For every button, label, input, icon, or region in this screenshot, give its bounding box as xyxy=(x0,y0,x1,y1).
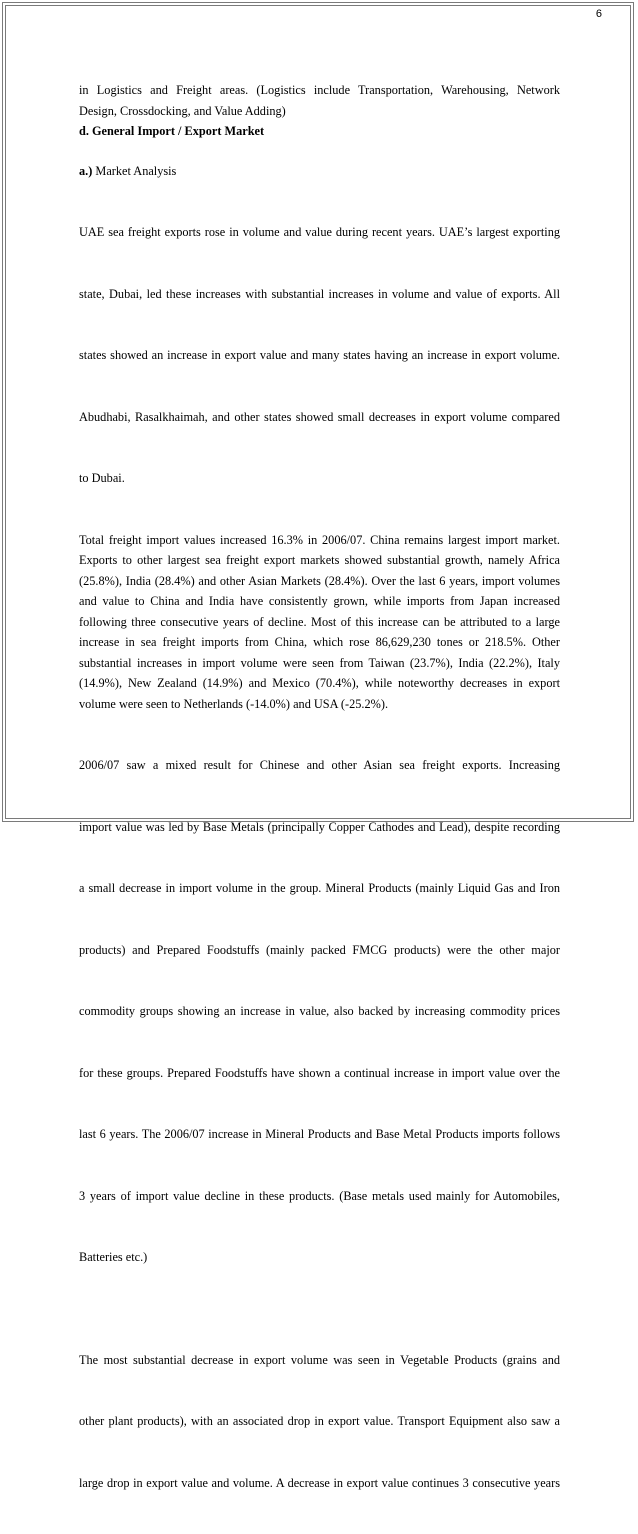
text-line: following three consecutive years of decline. Most of this increase can be attributed to a large xyxy=(79,612,560,633)
paragraph-imports xyxy=(79,530,560,715)
text-line: for these groups. Prepared Foodstuffs have shown a continual increase in import value over the xyxy=(79,1063,560,1084)
text-line: Abudhabi, Rasalkhaimah, and other states showed small decreases in export volume compared xyxy=(79,407,560,428)
text-line: a small decrease in import volume in the group. Mineral Products (mainly Liquid Gas and Iron xyxy=(79,878,560,899)
subsection-marker: a.) xyxy=(79,164,92,178)
text-line: and value to China and India have consistently grown, while imports from Japan increased xyxy=(79,591,560,612)
subsection-heading xyxy=(79,161,560,182)
text-line: products) and Prepared Foodstuffs (mainly packed FMCG products) were the other major xyxy=(79,940,560,961)
text-line: Design, Crossdocking, and Value Adding) xyxy=(79,101,560,122)
text-line: (25.8%), India (28.4%) and other Asian Markets (28.4%). Over the last 6 years, import volumes xyxy=(79,571,560,592)
intro-paragraph xyxy=(79,80,560,121)
paragraph-decreases xyxy=(79,1309,560,1534)
subsection-title: Market Analysis xyxy=(92,164,176,178)
paragraph-commodities xyxy=(79,714,560,1309)
text-line: other plant products), with an associated drop in export value. Transport Equipment also saw a xyxy=(79,1411,560,1432)
section-heading: d. General Import / Export Market xyxy=(79,121,560,142)
paragraph-exports xyxy=(79,181,560,530)
text-line: in Logistics and Freight areas. (Logistics include Transportation, Warehousing, Network xyxy=(79,80,560,101)
text-line: 3 years of import value decline in these products. (Base metals used mainly for Automobiles, xyxy=(79,1186,560,1207)
text-line: 2006/07 saw a mixed result for Chinese and other Asian sea freight exports. Increasing xyxy=(79,755,560,776)
text-line: state, Dubai, led these increases with substantial increases in volume and value of exports. All xyxy=(79,284,560,305)
text-line: last 6 years. The 2006/07 increase in Mineral Products and Base Metal Products imports follows xyxy=(79,1124,560,1145)
text-line: Exports to other largest sea freight export markets showed substantial growth, namely Africa xyxy=(79,550,560,571)
text-line: increase in sea freight imports from China, which rose 86,629,230 tones or 218.5%. Other xyxy=(79,632,560,653)
text-line: commodity groups showing an increase in value, also backed by increasing commodity prices xyxy=(79,1001,560,1022)
text-line: substantial increases in import volume were seen from Taiwan (23.7%), India (22.2%), Italy xyxy=(79,653,560,674)
text-line: Total freight import values increased 16.3% in 2006/07. China remains largest import market. xyxy=(79,530,560,551)
text-line: volume were seen to Netherlands (-14.0%) and USA (-25.2%). xyxy=(79,694,560,715)
text-line: large drop in export value and volume. A decrease in export value continues 3 consecutive years xyxy=(79,1473,560,1494)
text-line: states showed an increase in export value and many states having an increase in export volume. xyxy=(79,345,560,366)
text-line: import value was led by Base Metals (principally Copper Cathodes and Lead), despite recording xyxy=(79,817,560,838)
text-line: Batteries etc.) xyxy=(79,1247,560,1268)
spacer xyxy=(79,142,560,161)
text-line: (14.9%), New Zealand (14.9%) and Mexico (70.4%), while noteworthy decreases in export xyxy=(79,673,560,694)
text-line: UAE sea freight exports rose in volume and value during recent years. UAE’s largest exporting xyxy=(79,222,560,243)
document-body xyxy=(79,80,560,1534)
text-line: to Dubai. xyxy=(79,468,560,489)
page-number: 6 xyxy=(596,8,602,20)
text-line: The most substantial decrease in export volume was seen in Vegetable Products (grains and xyxy=(79,1350,560,1371)
